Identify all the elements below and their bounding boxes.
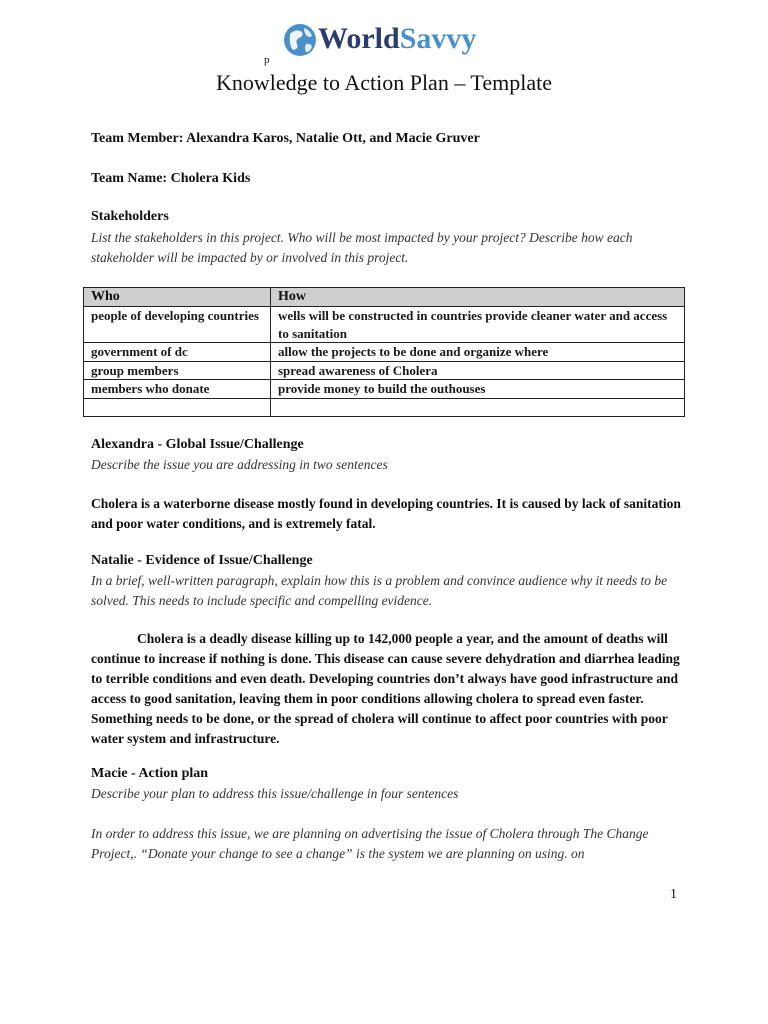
evidence-heading: Natalie - Evidence of Issue/Challenge [91, 553, 313, 568]
evidence-instruction: In a brief, well-written paragraph, explain how this is a problem and convince audience why it needs to be solved. This needs to include specific and compelling evidence. [91, 573, 668, 608]
table-row [84, 307, 685, 343]
logo-text-world: World [318, 22, 400, 55]
table-cell-how: allow the projects to be done and organize where [271, 343, 685, 362]
action-body: In order to address this issue, we are planning on advertising the issue of Cholera through The Change Project,. “Donate your change to see a change” is the system we are planning on using. on [91, 826, 649, 861]
table-header-row [84, 288, 685, 307]
team-member-line: Team Member: Alexandra Karos, Natalie Ott, and Macie Gruver [91, 131, 480, 146]
stakeholders-instruction: List the stakeholders in this project. Who will be most impacted by your project? Describe how each stakeholder will be impacted by or involved in this project. [91, 230, 633, 265]
stray-mark: p [264, 54, 270, 66]
table-row [84, 343, 685, 362]
table-cell-who [84, 398, 271, 416]
table-cell-how [271, 398, 685, 416]
table-cell-who: group members [84, 361, 271, 380]
column-header-how: How [271, 288, 685, 307]
page-number: 1 [670, 887, 677, 902]
action-instruction: Describe your plan to address this issue/challenge in four sentences [91, 786, 459, 801]
table-cell-who: people of developing countries [84, 307, 271, 343]
stakeholders-table [83, 287, 685, 417]
document-title: Knowledge to Action Plan – Template [216, 70, 552, 95]
evidence-body: Cholera is a deadly disease killing up to 142,000 people a year, and the amount of deaths will continue to increase if nothing is done. This disease can cause severe dehydration and diarrhea leading to terrible conditions and even death. Developing countries don’t always have good infrastructure and access to good sanitation, leaving them in poor conditions allowing cholera to spread even faster. Something needs to be done, or the spread of cholera will continue to affect poor countries with poor water system and infrastructure. [91, 631, 680, 746]
table-row [84, 398, 685, 416]
table-cell-how: provide money to build the outhouses [271, 380, 685, 399]
table-cell-how: spread awareness of Cholera [271, 361, 685, 380]
action-heading: Macie - Action plan [91, 766, 209, 781]
logo-text-savvy: Savvy [399, 22, 477, 55]
table-cell-how: wells will be constructed in countries provide cleaner water and access to sanitation [271, 307, 685, 343]
table-cell-who: government of dc [84, 343, 271, 362]
stakeholders-heading: Stakeholders [91, 209, 169, 224]
team-name-line: Team Name: Cholera Kids [91, 171, 251, 186]
table-row [84, 380, 685, 399]
issue-instruction: Describe the issue you are addressing in two sentences [91, 457, 388, 472]
table-cell-who: members who donate [84, 380, 271, 399]
column-header-who: Who [84, 288, 271, 307]
issue-heading: Alexandra - Global Issue/Challenge [91, 437, 304, 452]
world-savvy-logo [282, 20, 496, 64]
table-row [84, 361, 685, 380]
issue-body: Cholera is a waterborne disease mostly found in developing countries. It is caused by lack of sanitation and poor water conditions, and is extremely fatal. [91, 496, 681, 531]
